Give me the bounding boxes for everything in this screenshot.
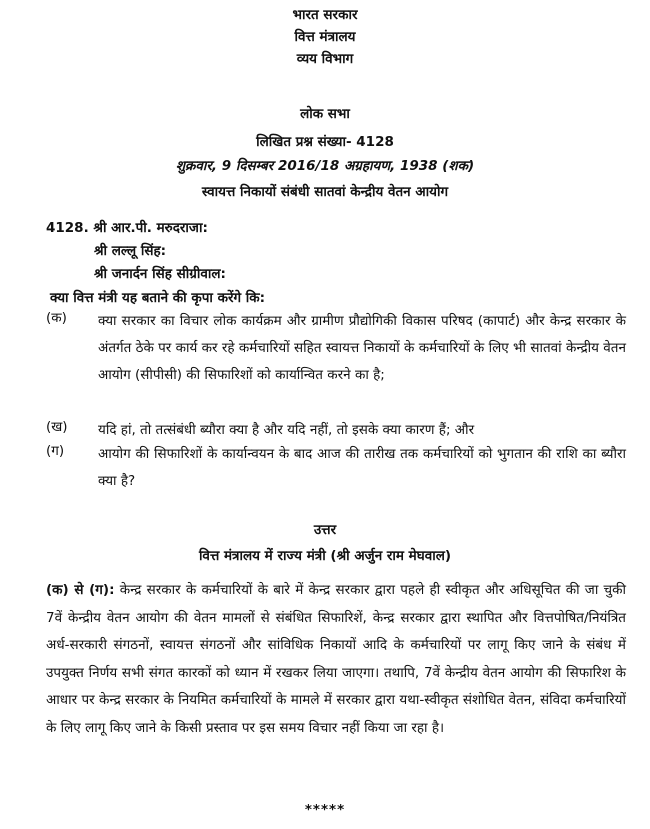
department-name: व्यय विभाग <box>296 51 354 67</box>
minister-line: वित्त मंत्रालय में राज्य मंत्री (श्री अर्जुन राम मेघवाल) <box>198 548 452 564</box>
member-name: श्री लल्लू सिंह: <box>94 243 167 259</box>
question-label: (ख) <box>46 419 68 435</box>
answer-label: (क) से (ग): <box>46 582 115 598</box>
answer-text: केन्द्र सरकार के कर्मचारियों के बारे में केन्द्र सरकार द्वारा पहले ही स्वीकृत और अधिसूचित की जा चुकी 7वें केन्द्रीय वेतन आयोग की वेतन मामलों से संबंधित सिफारिशें, केन्द्र सरकार द्वारा स्थापित और वित्तपोषित/नियंत्रित अर्ध-सरकारी संगठनों, स्वायत्त संगठनों और सांविधिक निकायों आदि के कर्मचारियों पर लागू किए जाने के संबंध में उपयुक्त निर्णय सभी संगत कारकों को ध्यान में रखकर लिया जाएगा। तथापि, 7वें केन्द्रीय वेतन आयोग की सिफारिश के आधार पर केन्द्र सरकार के नियमित कर्मचारियों के मामले में सरकार द्वारा यथा-स्वीकृत संशोधित वेतन, संविदा कर्मचारियों के लिए लागू किए जाने के किसी प्रस्ताव पर इस समय विचार नहीं किया जा रहा है। <box>46 582 626 736</box>
document-header <box>0 4 650 70</box>
house-name: लोक सभा <box>300 106 350 122</box>
date-line: शुक्रवार, 9 दिसम्बर 2016/18 अग्रहायण, 1938 (शक) <box>175 158 475 174</box>
question-label: (क) <box>46 310 67 326</box>
question-text: क्या सरकार का विचार लोक कार्यक्रम और ग्रामीण प्रौद्योगिकी विकास परिषद (कापार्ट) और केन्द्र सरकार के अंतर्गत ठेके पर कार्य कर रहे कर्मचारियों सहित स्वायत्त निकायों के कर्मचारियों के लिए भी सातवां केन्द्रीय वेतन आयोग (सीपीसी) की सिफारिशों को कार्यान्वित करने का है; <box>98 313 626 383</box>
question-item-b <box>46 417 626 444</box>
ask-line: क्या वित्त मंत्री यह बताने की कृपा करेंगे कि: <box>50 290 266 306</box>
member-name: श्री जनार्दन सिंह सीग्रीवाल: <box>94 266 226 282</box>
question-item-c <box>46 441 626 495</box>
question-label: (ग) <box>46 443 65 459</box>
members-list <box>46 218 226 287</box>
ministry-name: वित्त मंत्रालय <box>294 29 356 45</box>
government-name: भारत सरकार <box>292 7 358 23</box>
answer-heading: उत्तर <box>313 522 337 538</box>
end-marker: ***** <box>304 802 346 818</box>
question-item-a <box>46 308 626 389</box>
question-subject: स्वायत्त निकायों संबंधी सातवां केन्द्रीय वेतन आयोग <box>201 184 449 200</box>
question-text: यदि हां, तो तत्संबंधी ब्यौरा क्या है और यदि नहीं, तो इसके क्या कारण हैं; और <box>98 422 475 438</box>
question-text: आयोग की सिफारिशों के कार्यान्वयन के बाद आज की तारीख तक कर्मचारियों को भुगतान की राशि का ब्यौरा क्या है? <box>98 446 626 489</box>
member-name: 4128. श्री आर.पी. मरुदराजा: <box>46 220 208 236</box>
question-number: लिखित प्रश्न संख्या- 4128 <box>256 134 394 150</box>
answer-body <box>46 577 626 742</box>
